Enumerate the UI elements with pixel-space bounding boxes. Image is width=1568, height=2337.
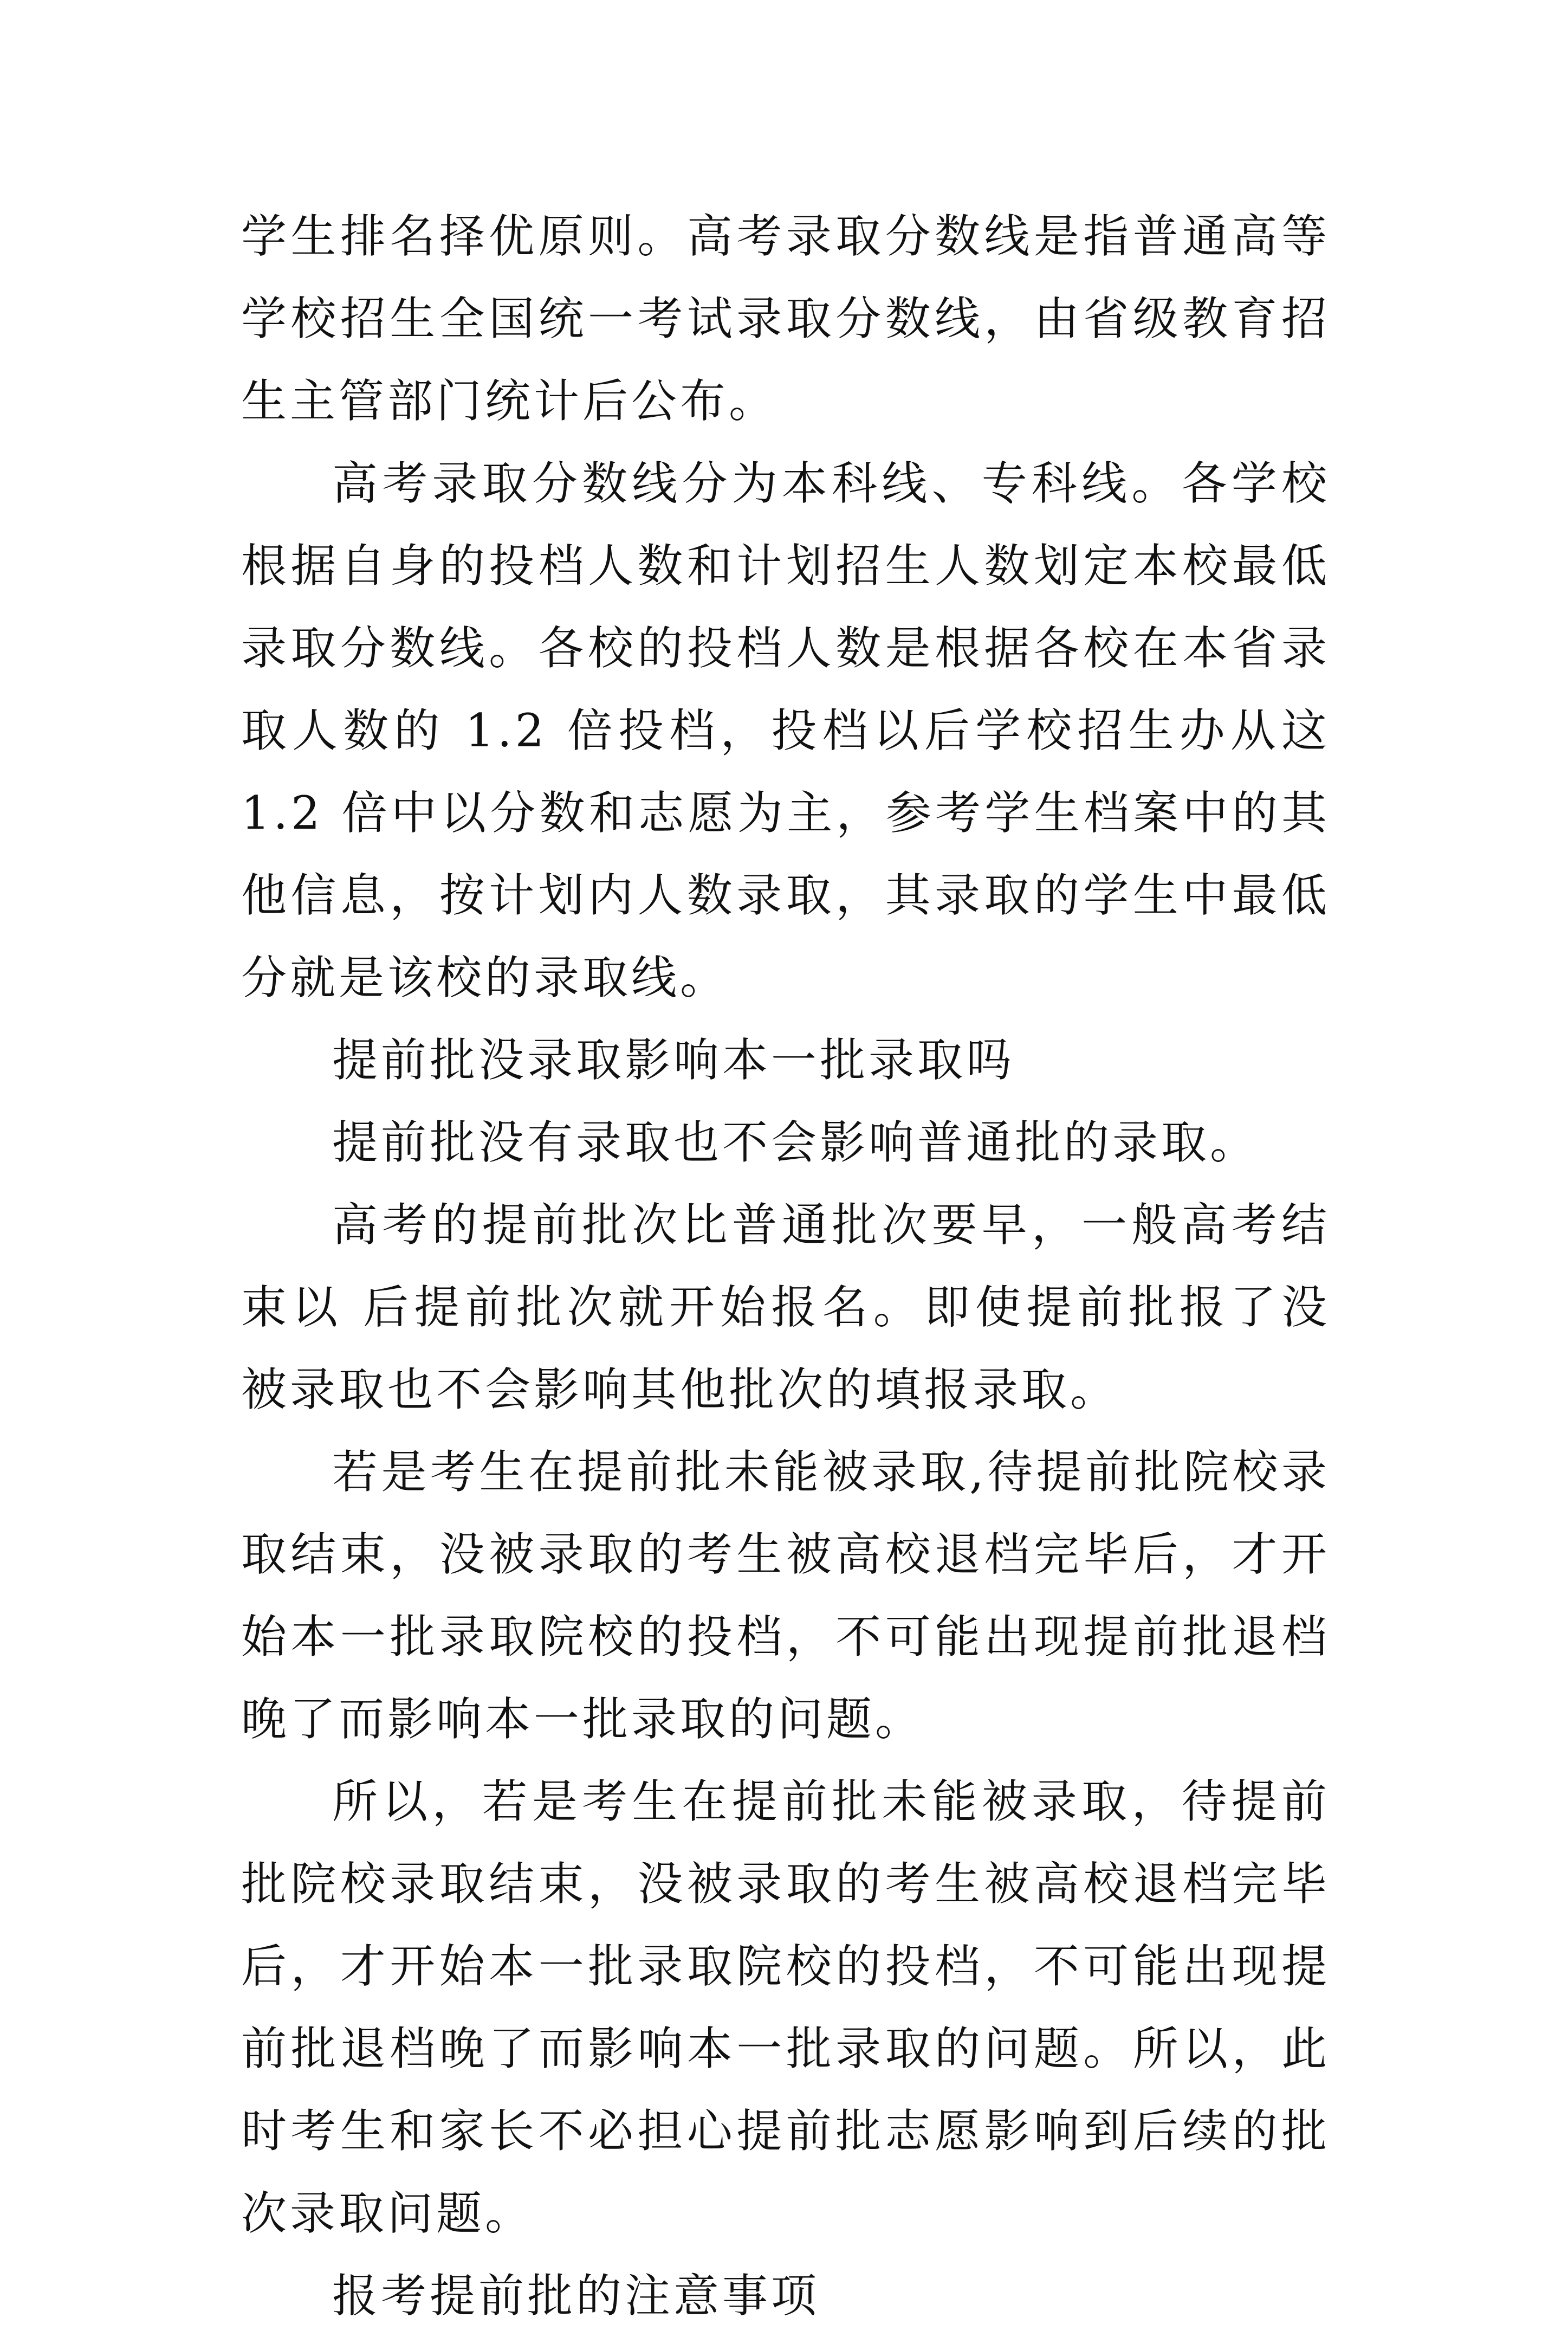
- paragraph-continuation: 学生排名择优原则。高考录取分数线是指普通高等学校招生全国统一考试录取分数线，由省级教育招生主管部门统计后公布。: [241, 210, 1330, 428]
- section-heading-notes: 报考提前批的注意事项: [332, 2269, 820, 2322]
- paragraph-conclusion: 所以，若是考生在提前批未能被录取，待提前批院校录取结束，没被录取的考生被高校退档完毕后，才开始本一批录取院校的投档，不可能出现提前批退档晚了而影响本一批录取的问题。所以，此时考生和家长不必担心提前批志愿影响到后续的批次录取问题。: [241, 1775, 1330, 2240]
- paragraph-answer: 提前批没有录取也不会影响普通批的录取。: [332, 1116, 1259, 1169]
- paragraph-score-lines: 高考录取分数线分为本科线、专科线。各学校根据自身的投档人数和计划招生人数划定本校最低录取分数线。各校的投档人数是根据各校在本省录取人数的 1.2 倍投档，投档以后学校招生办从这 1.2 倍中以分数和志愿为主，参考学生档案中的其他信息，按计划内人数录取，其录取的学生中最低分就是该校的录取线。: [241, 457, 1330, 1004]
- paragraph-not-admitted: 若是考生在提前批未能被录取,待提前批院校录取结束，没被录取的考生被高校退档完毕后，才开始本一批录取院校的投档，不可能出现提前批退档晚了而影响本一批录取的问题。: [241, 1445, 1330, 1746]
- document-body: [241, 195, 1330, 2337]
- paragraph-early-batch-timing: 高考的提前批次比普通批次要早，一般高考结束以 后提前批次就开始报名。即使提前批报了没被录取也不会影响其他批次的填报录取。: [241, 1198, 1330, 1416]
- section-heading-early-batch-impact: 提前批没录取影响本一批录取吗: [332, 1034, 1015, 1087]
